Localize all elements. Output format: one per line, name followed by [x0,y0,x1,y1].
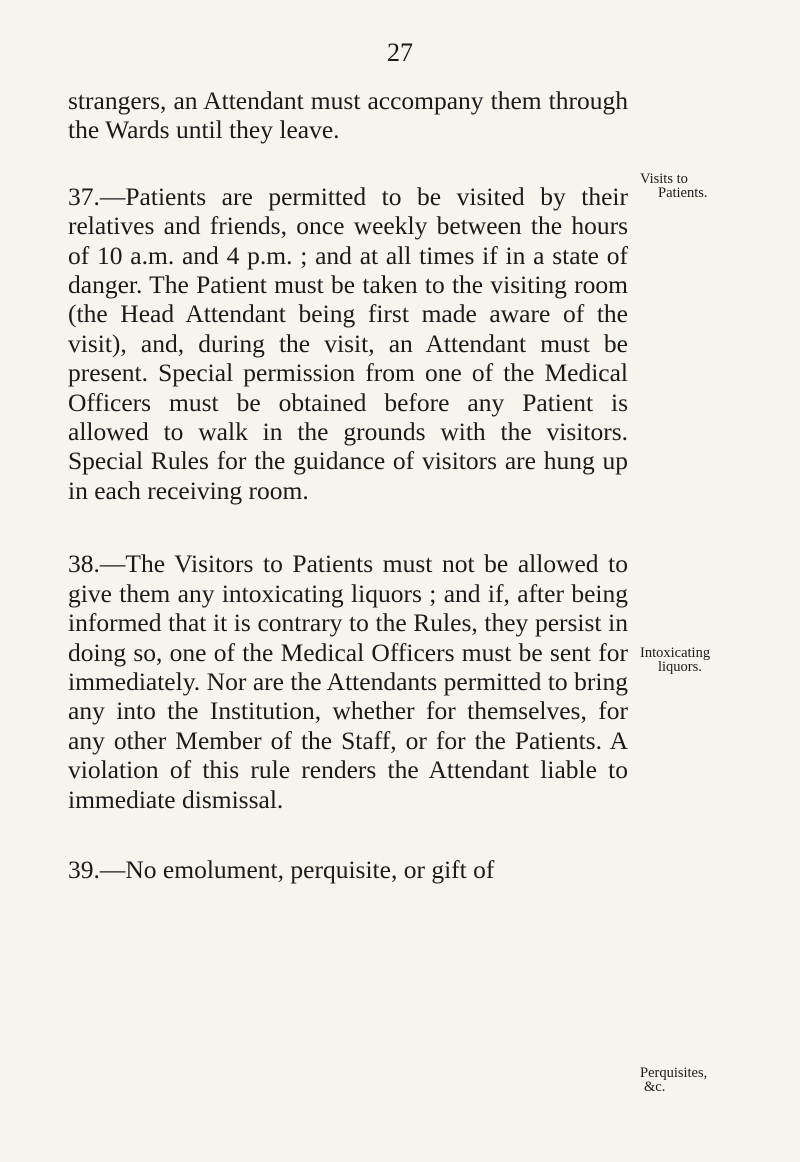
sidenote-line: Intoxicating [640,645,711,661]
sidenote-perquisites [640,1066,770,1094]
sidenote-line: liquors. [658,659,702,675]
paragraph-continuation: strangers, an Attendant must accompany them through the Wards until they leave. [68,86,628,145]
sidenote-visits-to-patients [640,172,770,200]
paragraph-37: 37.—Patients are permitted to be visited by their relatives and friends, once weekly between the hours of 10 a.m. and 4 p.m. ; and at all times if in a state of danger. The Patient must be taken to the visiting room (the Head Attendant being first made aware of the visit), and, during the visit, an Attendant must be present. Special permission from one of the Medical Officers must be obtained before any Patient is allowed to walk in the grounds with the visitors. Special Rules for the guidance of visitors are hung up in each receiving room. [68,181,628,505]
page-number: 27 [387,38,413,67]
sidenote-line: &c. [644,1079,666,1095]
paragraph-38: 38.—The Visitors to Patients must not be allowed to give them any intoxicating liquors ; and if, after being informed that it is contrary to the Rules, they persist in doing so, one of the Medical Officers must be sent for immediately. Nor are the Attendants permitted to bring any into the Institution, whether for themselves, for any other Member of the Staff, or for the Patients. A violation of this rule renders the Attendant liable to immediate dismissal. [68,549,628,814]
text-column [68,86,628,884]
paragraph-39: 39.—No emolument, perquisite, or gift of [68,854,495,884]
sidenote-intoxicating-liquors [640,646,770,674]
sidenote-line: Visits to [640,171,688,187]
sidenote-line: Patients. [658,185,708,201]
sidenote-line: Perquisites, [640,1065,708,1081]
